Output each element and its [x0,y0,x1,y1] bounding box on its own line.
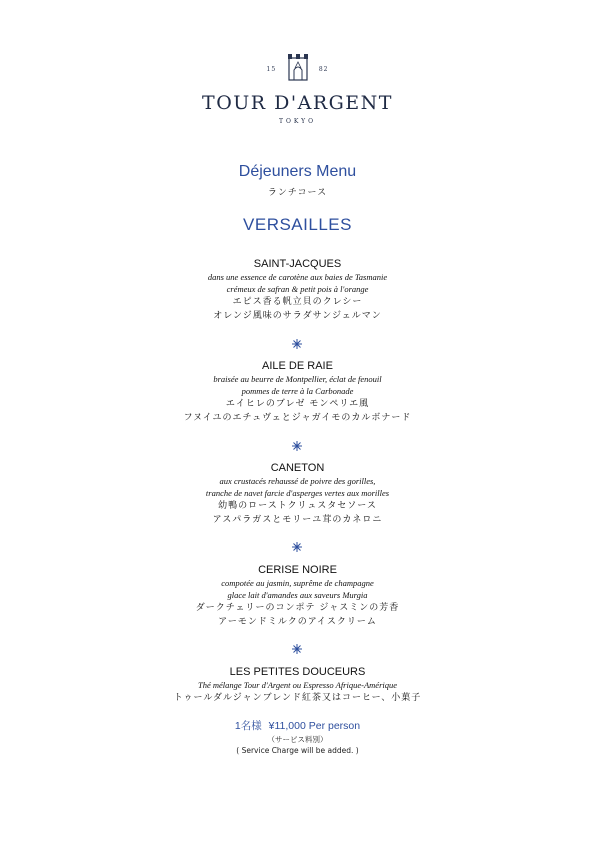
price-amount: ¥11,000 Per person [268,720,361,732]
dish-description-fr: Thé mélange Tour d'Argent ou Espresso Afrique-Amérique [197,680,398,690]
dish-description-jp: アーモンドミルクのアイスクリーム [218,617,377,627]
dish-description-fr: crémeux de safran & petit pois à l'orange [226,284,369,294]
dish-description-fr: braisée au beurre de Montpellier, éclat de fenouil [213,374,382,384]
dish-name: AILE DE RAIE [262,360,333,372]
snowflake-ornament-icon [291,440,303,452]
snowflake-ornament-icon [291,541,303,553]
dish-aile-de-raie [0,359,595,425]
dish-name: CANETON [270,462,325,474]
brand-name: TOUR D'ARGENT [202,92,393,114]
dish-description-fr: glace lait d'amandes aux saveurs Murgia [227,590,368,600]
price-line [0,718,595,733]
menu-title: Déjeuners Menu [238,163,357,180]
logo-year-left: 15 [266,66,277,73]
logo [0,52,595,125]
dish-description-jp: トゥールダルジャンブレンド紅茶又はコーヒー、小菓子 [173,693,422,703]
dish-cerise-noire [0,563,595,629]
brand-location: TOKYO [278,118,317,125]
snowflake-ornament-icon [291,643,303,655]
snowflake-ornament-icon [291,338,303,350]
dish-name: SAINT-JACQUES [253,258,342,270]
dish-caneton [0,461,595,527]
dish-petites-douceurs [0,665,595,705]
service-note-en: ( Service Charge will be added. ) [236,746,359,755]
dish-description-jp: オレンジ風味のサラダサンジェルマン [213,311,382,321]
dish-description-jp: ダークチェリーのコンポテ ジャスミンの芳香 [195,603,400,613]
dish-description-jp: 幼鴨のローストクリュスタセソース [218,501,377,511]
course-name: VERSAILLES [243,215,352,234]
dish-saint-jacques [0,257,595,323]
service-note-jp: （サービス料別） [267,735,328,744]
dish-name: LES PETITES DOUCEURS [229,666,366,678]
dish-description-fr: dans une essence de carotène aux baies de Tasmanie [207,272,388,282]
dish-description-jp: フヌイユのエチュヴェとジャガイモのカルボナード [183,413,412,423]
dish-description-jp: エイヒレのブレゼ モンペリエ風 [225,399,370,409]
dish-name: CERISE NOIRE [258,564,337,576]
menu-title-jp: ランチコース [267,188,328,198]
logo-year-right: 82 [318,66,329,73]
price-label-jp: 1名様 [234,720,262,732]
dish-description-fr: aux crustacés rehaussé de poivre des gorilles, [219,476,376,486]
dish-description-jp: アスパラガスとモリーユ茸のカネロニ [212,515,383,525]
dish-description-fr: pommes de terre à la Carbonade [241,386,354,396]
dish-description-fr: tranche de navet farcie d'asperges vertes aux morilles [205,488,390,498]
castle-crest-icon [263,52,333,86]
dish-description-jp: エピス香る帆立貝のクレシー [232,297,363,307]
dish-description-fr: compotée au jasmin, suprême de champagne [221,578,374,588]
